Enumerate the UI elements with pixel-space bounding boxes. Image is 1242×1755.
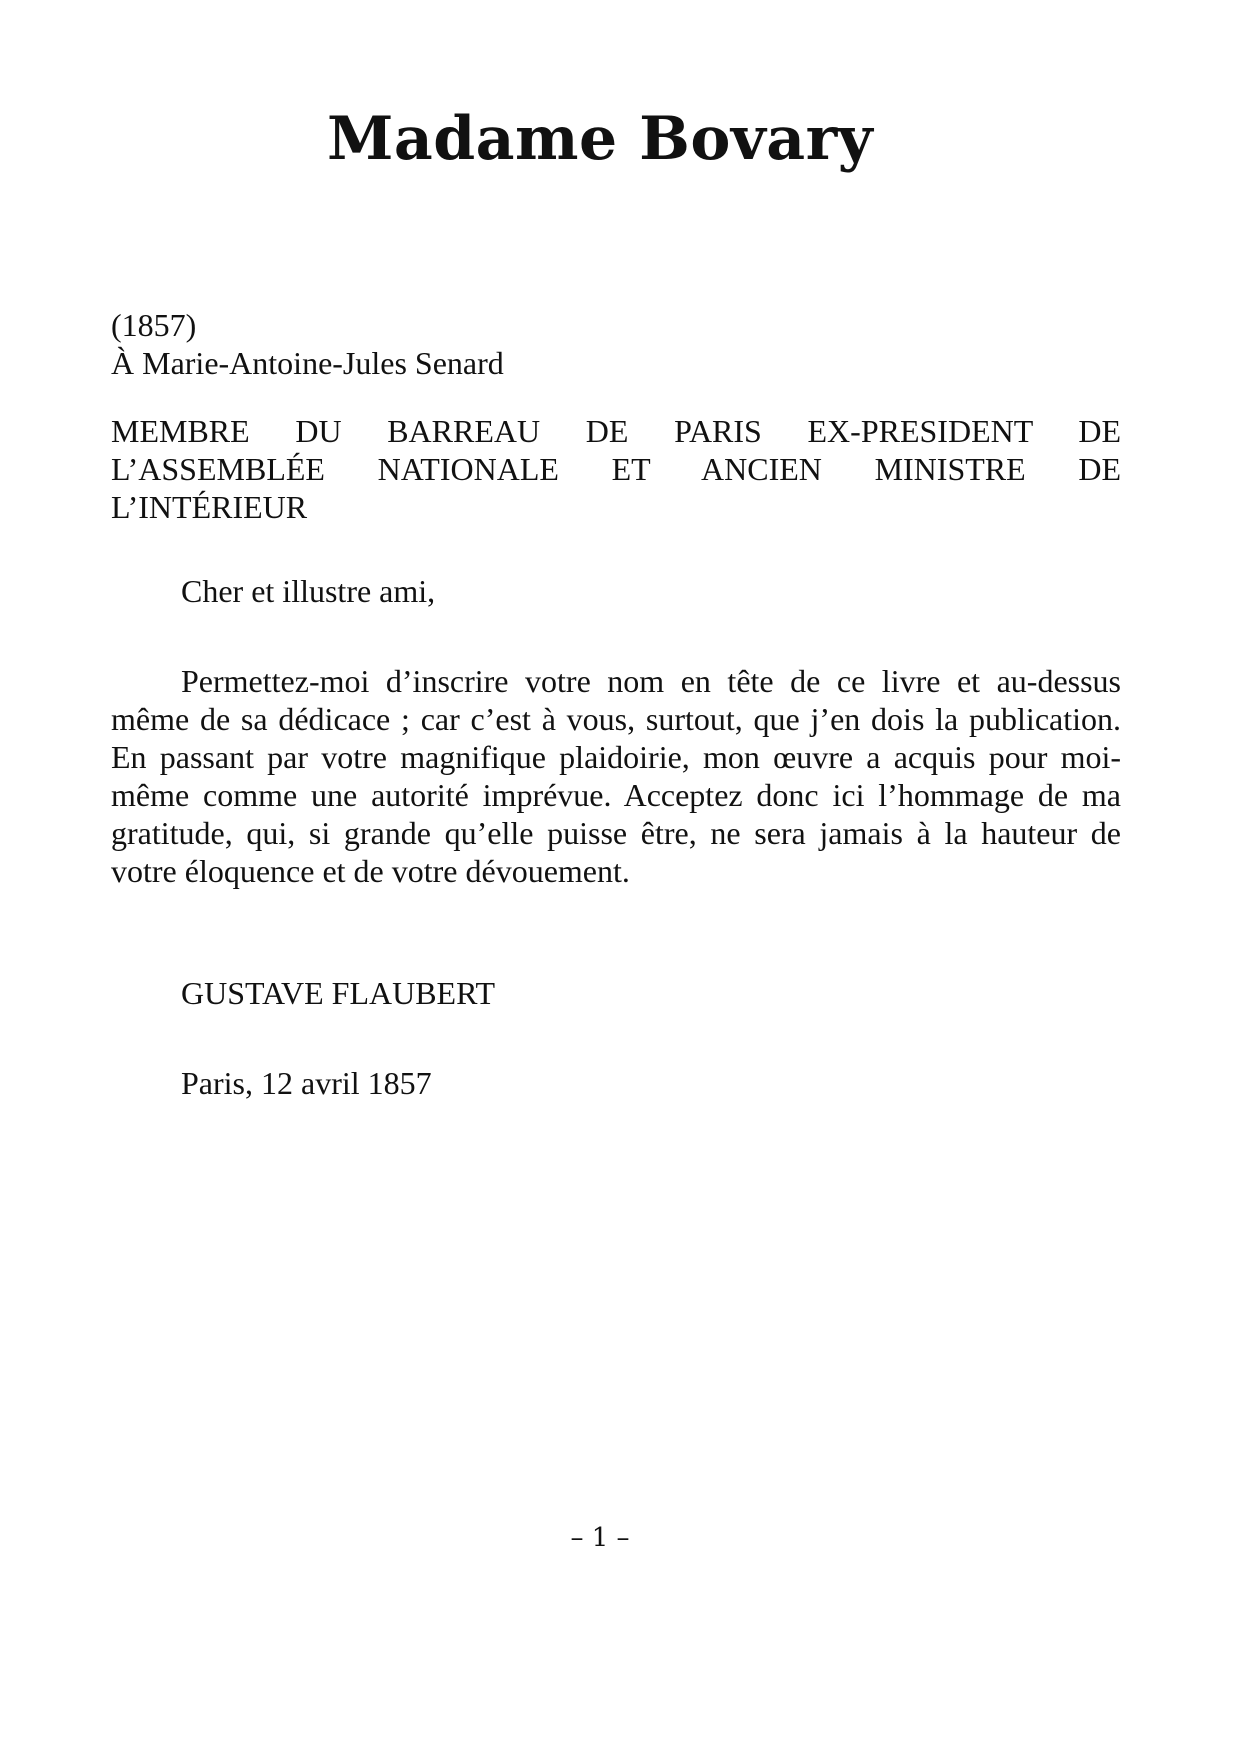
author-signature: GUSTAVE FLAUBERT: [181, 975, 496, 1011]
dedicatee-office: [111, 412, 1121, 526]
dedicatee-office-line: L’INTÉRIEUR: [111, 489, 308, 525]
dedicatee-office-line: MEMBRE DU BARREAU DE PARIS EX-PRESIDENT DE: [111, 413, 1121, 449]
page-number: – 1 –: [570, 1523, 630, 1553]
dedicatee-name: À Marie-Antoine-Jules Senard: [111, 345, 504, 381]
salutation: Cher et illustre ami,: [181, 573, 436, 609]
place-and-date: Paris, 12 avril 1857: [181, 1065, 432, 1101]
letter-body: Permettez-moi d’inscrire votre nom en tête de ce livre et au-dessus même de sa dédicace ; car c’est à vous, surtout, que j’en dois la publication. En passant par votre magnifique plaidoirie, mon œuvre a acquis pour moi-même comme une autorité imprévue. Acceptez donc ici l’hommage de ma gratitude, qui, si grande qu’elle puisse être, ne sera jamais à la hauteur de votre éloquence et de votre dévouement.: [111, 663, 1121, 889]
publication-year: (1857): [111, 307, 197, 343]
dedicatee-office-line: L’ASSEMBLÉE NATIONALE ET ANCIEN MINISTRE DE: [111, 451, 1121, 487]
book-title: Madame Bovary: [326, 104, 874, 174]
